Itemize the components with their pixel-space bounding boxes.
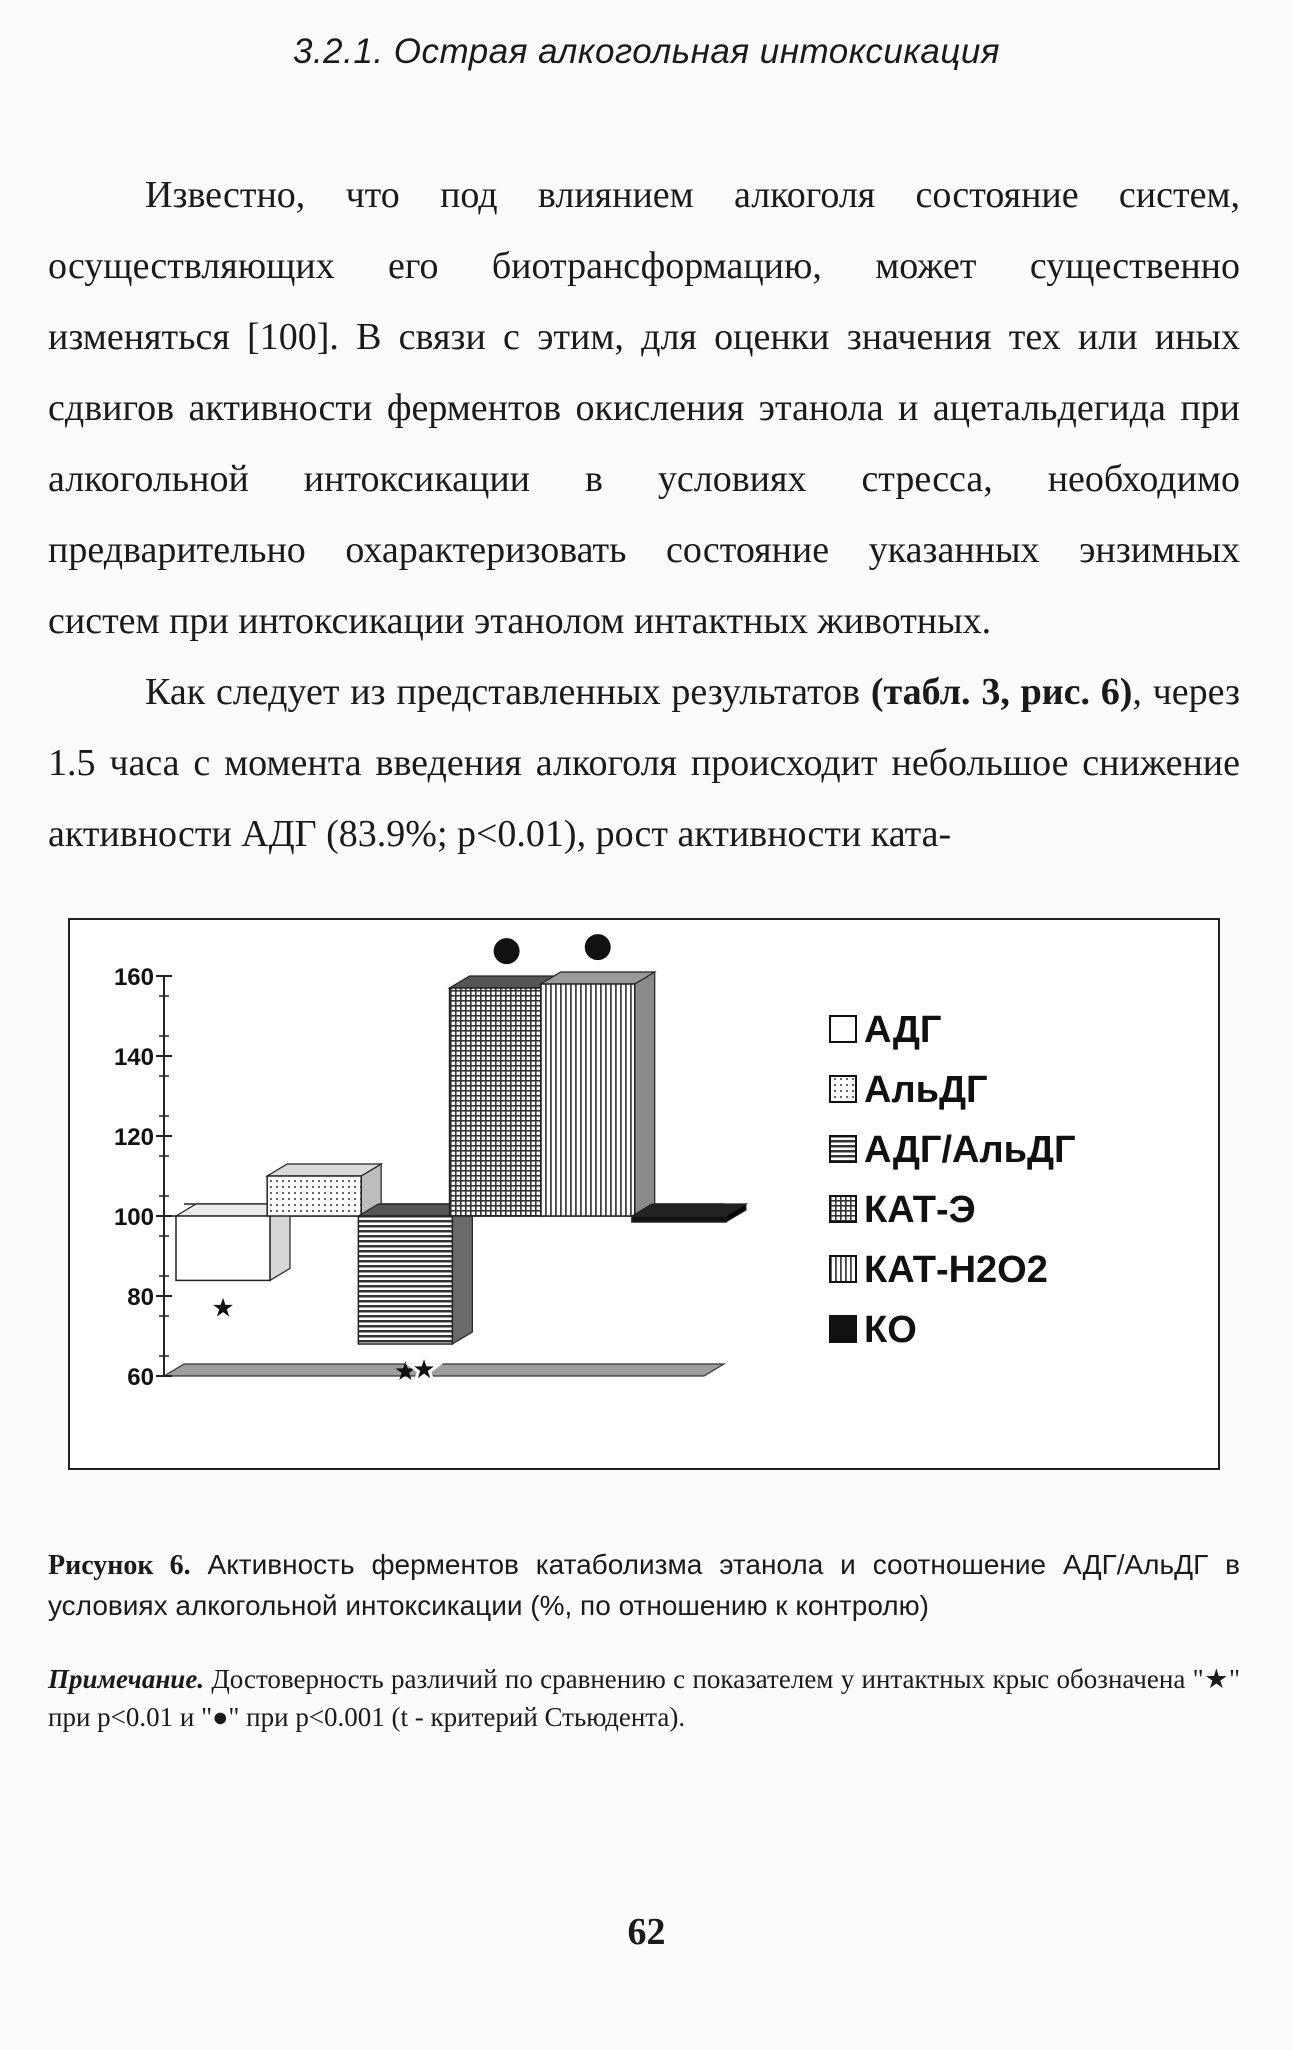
- figure-6-chart: [68, 918, 1220, 1470]
- significance-marker: ●: [582, 925, 613, 965]
- bar-top: [267, 1164, 381, 1176]
- bar-front: [632, 1216, 726, 1222]
- legend-item-3: [830, 1129, 1076, 1171]
- legend-item-2: [830, 1069, 988, 1111]
- bar-front: [176, 1216, 270, 1280]
- significance-marker: ●: [491, 929, 522, 969]
- bar-front: [358, 1216, 452, 1344]
- note-text: Достоверность различий по сравнению с показателем у интактных крыс обозначена "★" при p<0.01 и "●" при p<0.001 (t - критерий Стьюдента).: [48, 1664, 1240, 1732]
- bar-6: [632, 1204, 746, 1222]
- y-tick-label: 120: [113, 1124, 154, 1151]
- significance-marker: ★: [211, 1293, 235, 1324]
- bar-top: [632, 1204, 746, 1216]
- significance-marker: ★: [393, 1357, 418, 1387]
- legend-item-1: [830, 1009, 941, 1051]
- caption-label: Рисунок 6.: [48, 1550, 191, 1581]
- body-text: [48, 160, 1240, 870]
- note-label: Примечание.: [48, 1664, 205, 1694]
- legend-label: КО: [864, 1309, 917, 1351]
- legend-swatch: [830, 1196, 856, 1222]
- bar-side: [635, 972, 655, 1216]
- bar-front: [267, 1176, 361, 1216]
- legend-item-5: [830, 1249, 1048, 1291]
- bar-front: [450, 988, 544, 1216]
- bar-3: [358, 1204, 472, 1344]
- paragraph-2: [48, 657, 1240, 870]
- bar-5: [541, 972, 655, 1216]
- legend-label: АДГ/АльДГ: [864, 1129, 1076, 1171]
- y-tick-label: 160: [113, 964, 154, 991]
- y-tick-label: 140: [113, 1044, 154, 1071]
- bar-chart: [70, 920, 1222, 1472]
- legend-label: АльДГ: [864, 1069, 988, 1111]
- paragraph-2-reference: (табл. 3, рис. 6): [870, 671, 1133, 713]
- caption-text: Активность ферментов катаболизма этанола и соотношение АДГ/АльДГ в условиях алкогольной интоксикации (%, по отношению к контролю): [48, 1549, 1240, 1621]
- legend-label: КАТ-Э: [864, 1189, 976, 1231]
- y-tick-label: 80: [127, 1284, 154, 1311]
- paragraph-1: Известно, что под влиянием алкоголя состояние систем, осуществляющих его биотрансформацию, может существенно изменяться [100]. В связи с этим, для оценки значения тех или иных сдвигов активности ферментов окисления этанола и ацетальдегида при алкогольной интоксикации в условиях стресса, необходимо предварительно охарактеризовать состояние указанных энзимных систем при интоксикации этанолом интактных животных.: [48, 174, 1240, 642]
- legend-swatch: [830, 1016, 856, 1042]
- bar-top: [541, 972, 655, 984]
- page-number: 62: [627, 1911, 666, 1953]
- legend-label: АДГ: [864, 1009, 942, 1051]
- legend-swatch: [830, 1076, 856, 1102]
- legend-swatch: [830, 1316, 856, 1342]
- legend-item-4: [830, 1189, 976, 1231]
- y-tick-label: 60: [127, 1364, 154, 1391]
- chart-floor: [164, 1364, 724, 1376]
- legend-swatch: [830, 1136, 856, 1162]
- running-header: 3.2.1. Острая алкогольная интоксикация: [292, 32, 1000, 71]
- legend-item-6: [830, 1309, 917, 1351]
- significance-marker-floor: ★: [412, 1355, 436, 1385]
- figure-note: [48, 1660, 1240, 1736]
- legend-swatch: [830, 1256, 856, 1282]
- bar-front: [541, 984, 635, 1216]
- figure-caption: [48, 1545, 1240, 1626]
- bar-side: [452, 1204, 472, 1344]
- paragraph-2-rest: , через 1.5 часа с момента введения алкоголя происходит небольшое снижение активности АДГ (83.9%; p<0.01), рост активности ката-: [48, 671, 1240, 855]
- paragraph-2-start: Как следует из представленных результатов: [145, 671, 871, 713]
- y-tick-label: 100: [113, 1204, 154, 1231]
- bar-2: [267, 1164, 381, 1216]
- legend-label: КАТ-Н2О2: [864, 1249, 1048, 1291]
